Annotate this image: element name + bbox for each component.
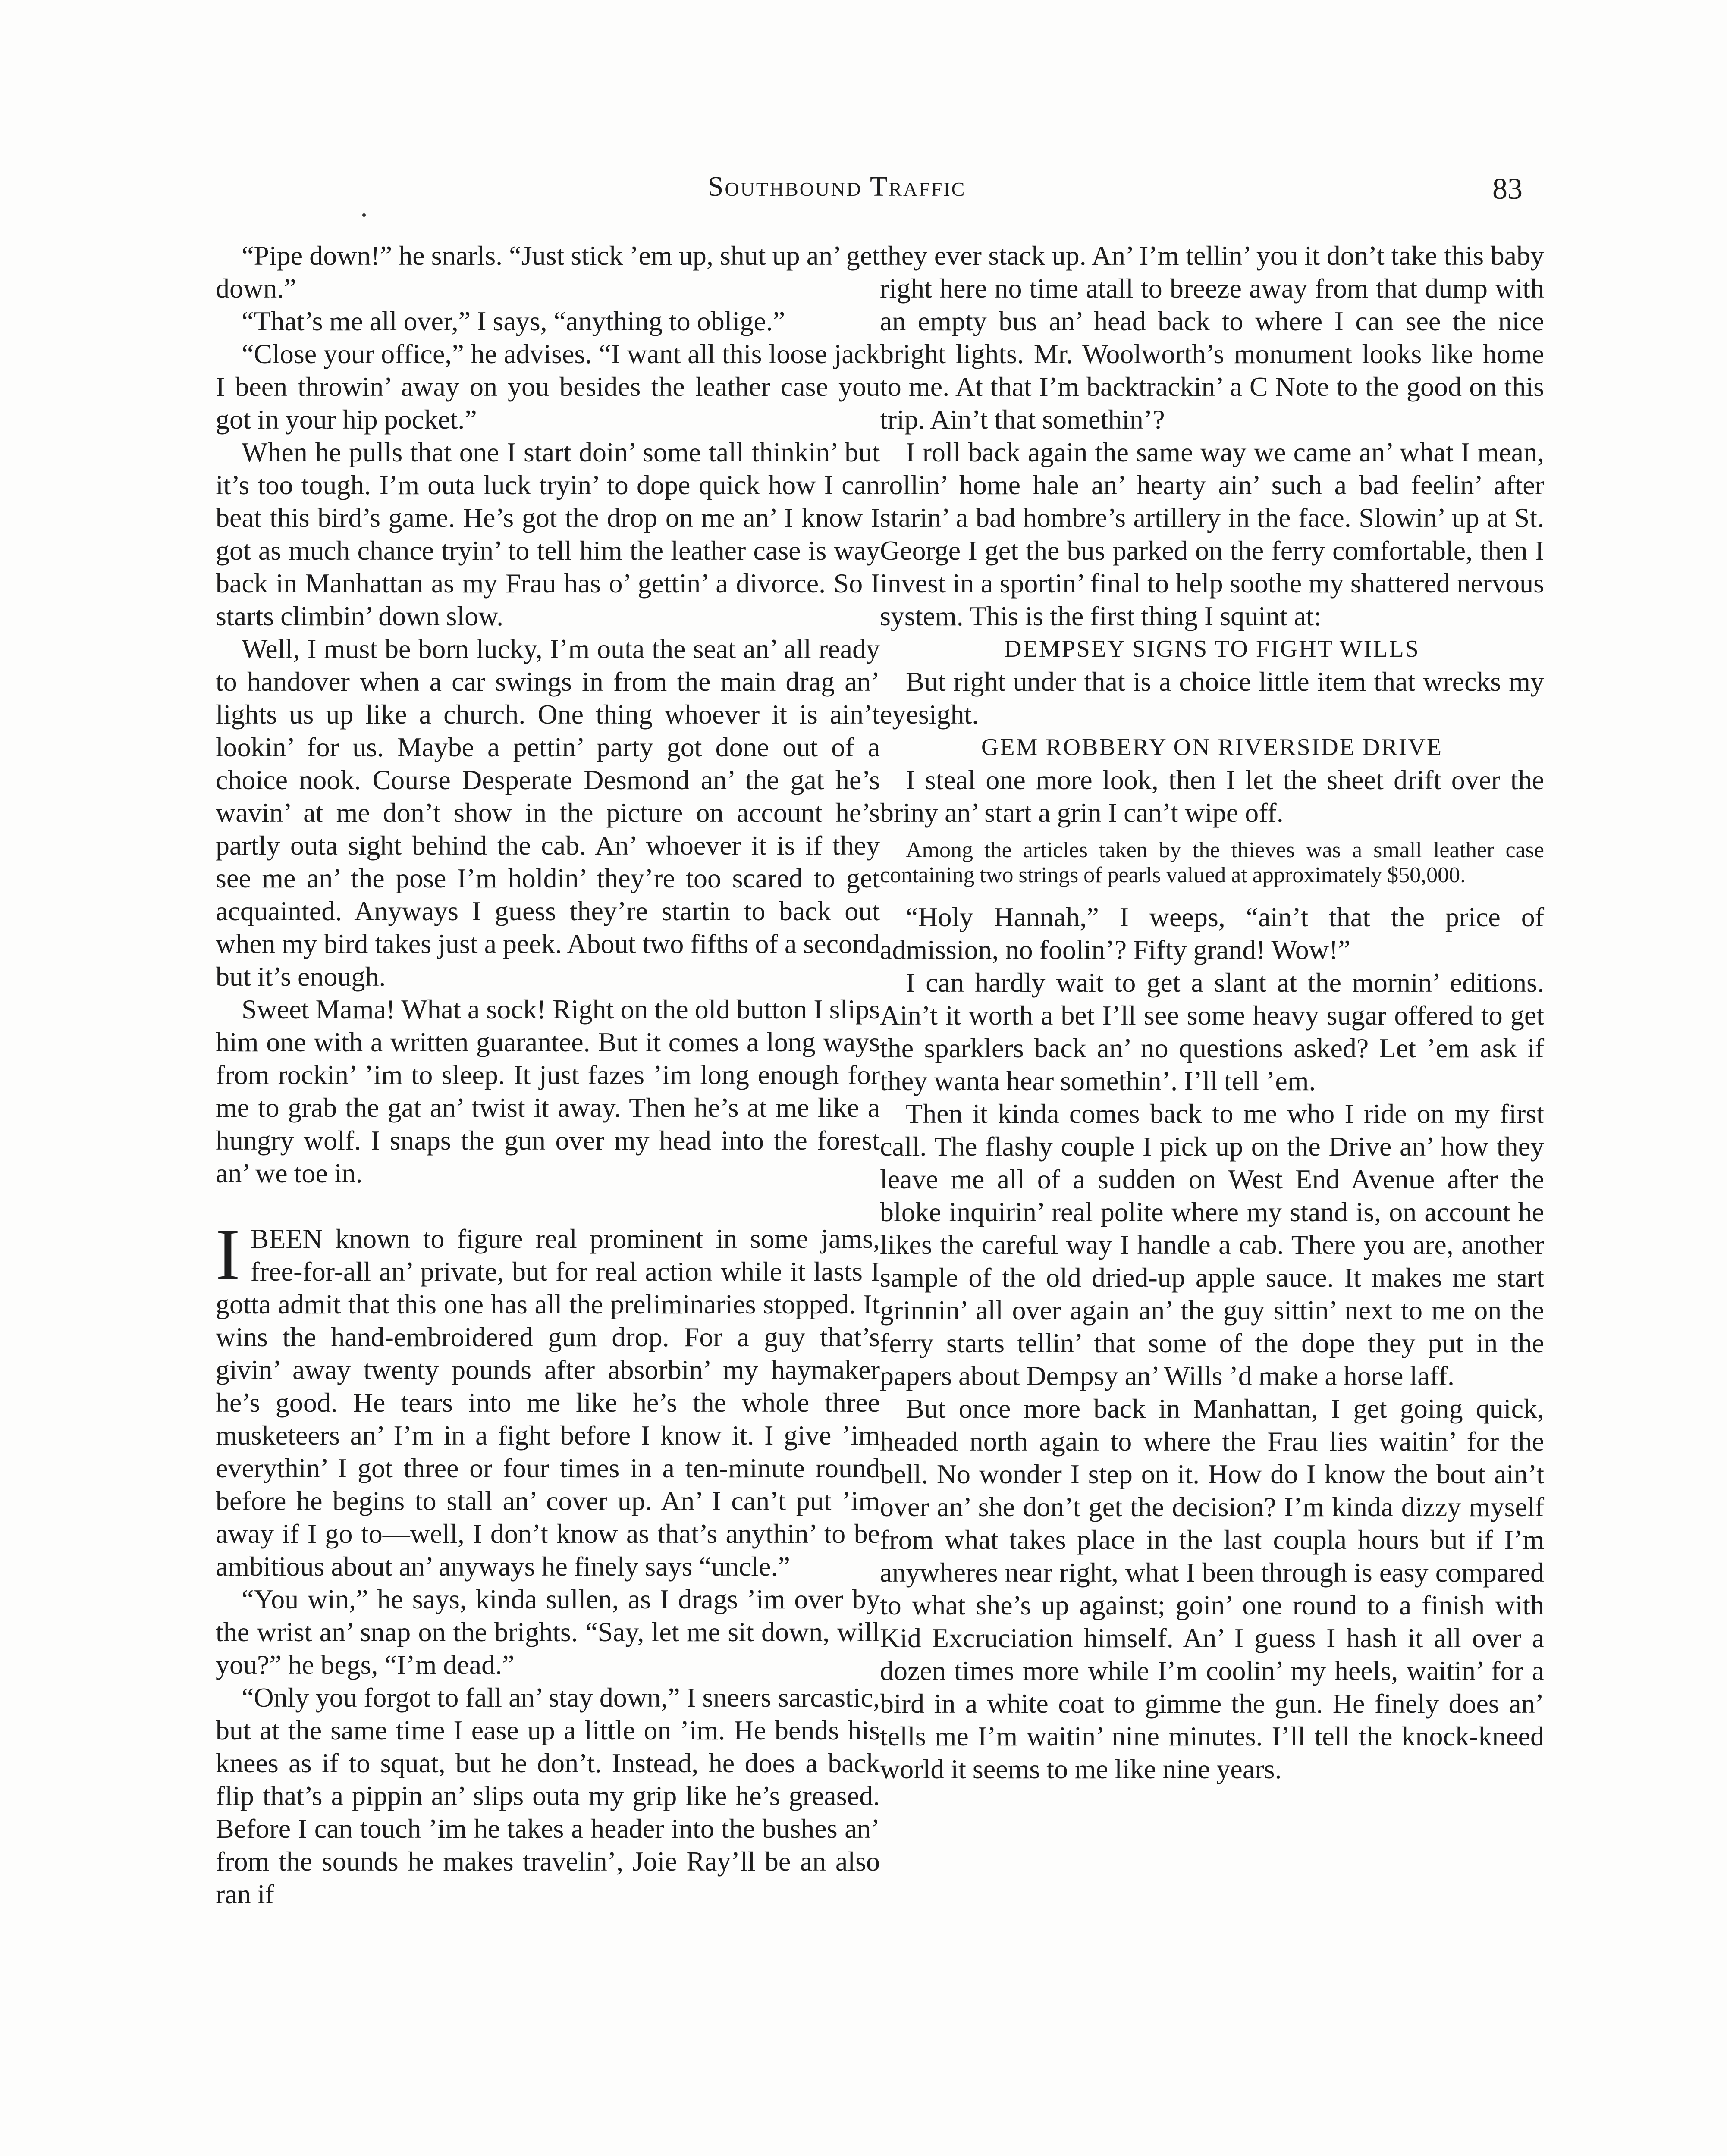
section-opening-text: BEEN known to figure real prominent in some jams, free-for-all an’ private, but for real action while it lasts I gotta admit that this one has all the preliminaries stopped. It wins the hand-embroidered gum drop. For a guy that’s givin’ away twenty pounds after absorbin’ my haymaker he’s good. He tears into me like he’s the whole three musketeers an’ I’m in a fight before I know it. I give ’im everythin’ I got three or four times in a ten-minute round before he begins to stall an’ cover up. An’ I can’t put ’im away if I go to—well, I don’t know as that’s anythin’ to be ambitious about an’ anyways he finely says “uncle.” <box>216 1223 880 1582</box>
newspaper-headline: GEM ROBBERY ON RIVERSIDE DRIVE <box>981 734 1443 761</box>
paragraph: I can hardly wait to get a slant at the mornin’ editions. Ain’t it worth a bet I’ll see some heavy sugar offered to get the sparklers back an’ no questions asked? Let ’em ask if they wanta hear somethin’. I’ll tell ’em. <box>880 967 1544 1096</box>
paragraph: “Only you forgot to fall an’ stay down,” I sneers sarcastic, but at the same time I ease up a little on ’im. He bends his knees as if to squat, but he don’t. Instead, he does a back flip that’s a pippin an’ slips outa my grip like he’s greased. Before I can touch ’im he takes a header into the bushes an’ from the sounds he makes travelin’, Joie Ray’ll be an also ran if <box>216 1682 880 1909</box>
newspaper-excerpt: Among the articles taken by the thieves was a small leather case containing two strings of pearls valued at approximately $50,000. <box>880 838 1544 887</box>
section-break <box>216 1190 880 1222</box>
running-title: Southbound Traffic <box>707 171 966 202</box>
paragraph: Then it kinda comes back to me who I ride on my first call. The flashy couple I pick up on the Drive an’ how they leave me all of a sudden on West End Avenue after the bloke inquirin’ real polite where my stand is, on account he likes the careful way I handle a cab. There you are, another sample of the old dried-up apple sauce. It makes me start grinnin’ all over again an’ the guy sittin’ next to me on the ferry starts tellin’ that some of the dope they put in the papers about Dempsy an’ Wills ’d make a horse laff. <box>880 1098 1544 1391</box>
paragraph: “Pipe down!” he snarls. “Just stick ’em up, shut up an’ get down.” <box>216 240 880 304</box>
paragraph: Sweet Mama! What a sock! Right on the old button I slips him one with a written guarantee. But it comes a long ways from rockin’ ’im to sleep. It just fazes ’im long enough for me to grab the gat an’ twist it away. Then he’s at me like a hungry wolf. I snaps the gun over my head into the forest an’ we toe in. <box>216 994 880 1188</box>
continued-paragraph: they ever stack up. An’ I’m tellin’ you it don’t take this baby right here no time atall to breeze away from that dump with an empty bus an’ head back to where I can see the nice bright lights. Mr. Woolworth’s monument looks like home to me. At that I’m backtrackin’ a C Note to the good on this trip. Ain’t that somethin’? <box>880 240 1544 435</box>
paragraph: I steal one more look, then I let the sheet drift over the briny an’ start a grin I can’t wipe off. <box>880 765 1544 828</box>
page-header <box>0 170 1727 213</box>
paragraph: “Close your office,” he advises. “I want all this loose jack I been throwin’ away on you besides the leather case you got in your hip pocket.” <box>216 338 880 435</box>
paragraph: I roll back again the same way we came an’ what I mean, rollin’ home hale an’ hearty ain’ such a bad feelin’ after starin’ a bad hombre’s artillery in the face. Slowin’ up at St. George I get the bus parked on the ferry comfortable, then I invest in a sportin’ final to help soothe my shattered nervous system. This is the first thing I squint at: <box>880 437 1544 631</box>
newspaper-headline: DEMPSEY SIGNS TO FIGHT WILLS <box>1004 636 1420 662</box>
page-number: 83 <box>1492 172 1523 206</box>
paragraph: But right under that is a choice little item that wrecks my eyesight. <box>880 666 1544 730</box>
drop-cap: I <box>216 1214 240 1295</box>
paragraph: “Holy Hannah,” I weeps, “ain’t that the price of admission, no foolin’? Fifty grand! Wow!” <box>880 902 1544 965</box>
section-opening-paragraph <box>216 1214 880 1583</box>
paragraph: But once more back in Manhattan, I get going quick, headed north again to where the Frau lies waitin’ for the bell. No wonder I step on it. How do I know the bout ain’t over an’ she don’t get the decision? I’m kinda dizzy myself from what takes place in the last coupla hours but if I’m anywheres near right, what I been through is easy compared to what she’s up against; goin’ one round to a finish with Kid Excruciation himself. An’ I guess I hash it all over a dozen times more while I’m coolin’ my heels, waitin’ for a bird in a white coat to gimme the gun. He finely does an’ tells me I’m waitin’ nine minutes. I’ll tell the knock-kneed world it seems to me like nine years. <box>880 1393 1544 1784</box>
paragraph: When he pulls that one I start doin’ some tall thinkin’ but it’s too tough. I’m outa luck tryin’ to dope quick how I can beat this bird’s game. He’s got the drop on me an’ I know I got as much chance tryin’ to tell him the leather case is way back in Manhattan as my Frau has o’ gettin’ a divorce. So I starts climbin’ down slow. <box>216 437 880 631</box>
paragraph: Well, I must be born lucky, I’m outa the seat an’ all ready to handover when a car swings in from the main drag an’ lights us up like a church. One thing whoever it is ain’t lookin’ for us. Maybe a pettin’ party got done out of a choice nook. Course Desperate Desmond an’ the gat he’s wavin’ at me don’t show in the picture on account he’s partly outa sight behind the cab. An’ whoever it is if they see me an’ the pose I’m holdin’ they’re too scared to get acquainted. Anyways I guess they’re startin to back out when my bird takes just a peek. About two fifths of a second but it’s enough. <box>216 633 880 992</box>
right-column <box>880 239 1544 1786</box>
print-speck <box>362 213 366 217</box>
paragraph: “That’s me all over,” I says, “anything to oblige.” <box>242 306 785 336</box>
left-column <box>216 239 880 1911</box>
paragraph: “You win,” he says, kinda sullen, as I drags ’im over by the wrist an’ snap on the brights. “Say, let me sit down, will you?” he begs, “I’m dead.” <box>216 1584 880 1680</box>
